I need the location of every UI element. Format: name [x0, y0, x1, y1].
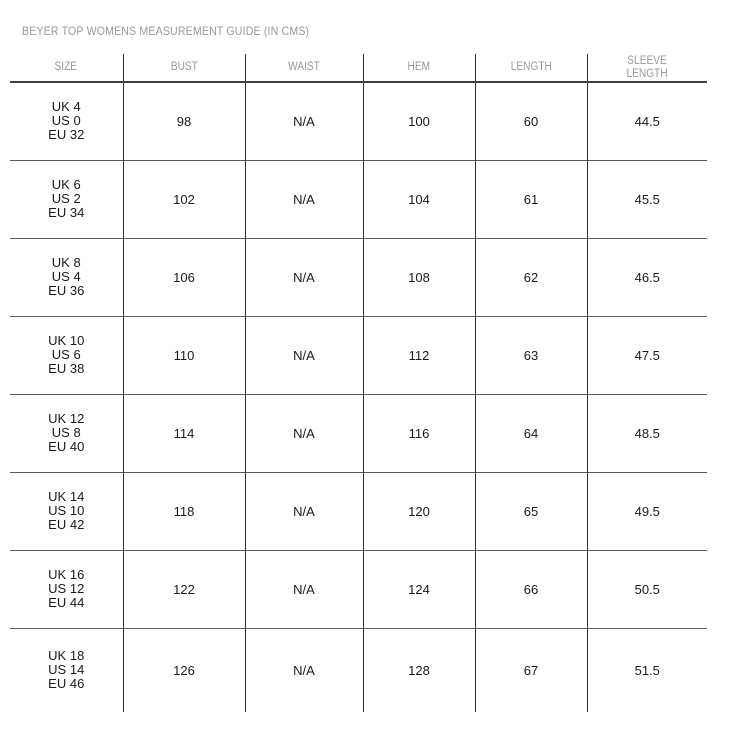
size-eu: EU 42 — [48, 517, 85, 532]
length-cell: 63 — [475, 316, 587, 394]
size-uk: UK 6 — [51, 177, 81, 192]
size-uk: UK 4 — [51, 99, 81, 115]
table-row — [10, 472, 707, 550]
bust-cell: 98 — [123, 82, 245, 160]
size-us: US 0 — [51, 113, 81, 129]
table-row — [10, 238, 707, 316]
measurement-table — [10, 54, 707, 712]
size-cell — [10, 394, 123, 472]
size-cell — [10, 316, 123, 394]
hem-cell: 120 — [363, 472, 475, 550]
sleeve-length-cell: 51.5 — [634, 662, 660, 678]
waist-cell: N/A — [245, 316, 363, 394]
column-header-length — [475, 54, 587, 82]
column-header-label: HEM — [407, 61, 431, 73]
size-cell — [10, 550, 123, 628]
table-row — [10, 628, 707, 712]
table-row — [10, 316, 707, 394]
column-header-label: SLEEVE LENGTH — [626, 54, 668, 80]
hem-cell: 112 — [363, 316, 475, 394]
bust-cell: 126 — [123, 628, 245, 712]
waist-cell: N/A — [245, 628, 363, 712]
sleeve-length-cell: 45.5 — [634, 191, 660, 207]
size-uk: UK 8 — [51, 255, 81, 270]
bust-cell: 118 — [123, 472, 245, 550]
size-eu: EU 46 — [48, 676, 85, 692]
hem-cell: 128 — [363, 628, 475, 712]
bust-cell: 122 — [123, 550, 245, 628]
page-title-text: BEYER TOP WOMENS MEASUREMENT GUIDE (IN CMS) — [22, 24, 310, 38]
size-us: US 2 — [51, 191, 81, 206]
column-header-hem — [363, 54, 475, 82]
sleeve-length-cell: 44.5 — [634, 113, 660, 129]
sleeve-length-cell: 47.5 — [634, 347, 660, 363]
sleeve-length-cell: 49.5 — [634, 503, 660, 519]
waist-cell: N/A — [245, 472, 363, 550]
hem-cell: 104 — [363, 160, 475, 238]
bust-cell: 114 — [123, 394, 245, 472]
size-uk: UK 16 — [48, 567, 85, 582]
length-cell: 67 — [475, 628, 587, 712]
sleeve-length-cell: 50.5 — [634, 581, 660, 597]
sleeve-length-cell: 48.5 — [634, 425, 660, 441]
length-cell: 62 — [475, 238, 587, 316]
size-us: US 6 — [51, 347, 81, 362]
column-header-bust — [123, 54, 245, 82]
sleeve-length-cell: 46.5 — [634, 269, 660, 285]
waist-cell: N/A — [245, 82, 363, 160]
size-uk: UK 18 — [48, 648, 85, 664]
page-title — [22, 24, 731, 38]
size-cell — [10, 472, 123, 550]
size-eu: EU 38 — [48, 361, 85, 376]
column-header-label: LENGTH — [510, 61, 552, 73]
waist-cell: N/A — [245, 550, 363, 628]
header-row — [10, 54, 707, 82]
column-header-label: BUST — [170, 61, 198, 73]
length-cell: 60 — [475, 82, 587, 160]
hem-cell: 124 — [363, 550, 475, 628]
size-eu: EU 36 — [48, 283, 85, 298]
length-cell: 64 — [475, 394, 587, 472]
hem-cell: 116 — [363, 394, 475, 472]
size-us: US 10 — [48, 503, 85, 518]
size-eu: EU 34 — [48, 205, 85, 220]
size-us: US 14 — [48, 662, 85, 678]
length-cell: 65 — [475, 472, 587, 550]
table-row — [10, 550, 707, 628]
size-eu: EU 32 — [48, 127, 85, 143]
column-header-label: SIZE — [55, 61, 78, 73]
size-eu: EU 40 — [48, 439, 85, 454]
waist-cell: N/A — [245, 160, 363, 238]
size-cell — [10, 238, 123, 316]
table-body — [10, 82, 707, 712]
size-us: US 4 — [51, 269, 81, 284]
size-us: US 8 — [51, 425, 81, 440]
column-header-sleeve_length — [587, 54, 707, 82]
column-header-size — [10, 54, 123, 82]
table-row — [10, 394, 707, 472]
length-cell: 66 — [475, 550, 587, 628]
size-uk: UK 12 — [48, 411, 85, 426]
hem-cell: 100 — [363, 82, 475, 160]
size-cell — [10, 160, 123, 238]
size-uk: UK 10 — [48, 333, 85, 348]
bust-cell: 102 — [123, 160, 245, 238]
size-cell — [10, 82, 123, 160]
table-row — [10, 82, 707, 160]
size-cell — [10, 628, 123, 712]
hem-cell: 108 — [363, 238, 475, 316]
column-header-waist — [245, 54, 363, 82]
waist-cell: N/A — [245, 238, 363, 316]
bust-cell: 110 — [123, 316, 245, 394]
size-uk: UK 14 — [48, 489, 85, 504]
length-cell: 61 — [475, 160, 587, 238]
size-us: US 12 — [48, 581, 85, 596]
bust-cell: 106 — [123, 238, 245, 316]
size-eu: EU 44 — [48, 595, 85, 610]
waist-cell: N/A — [245, 394, 363, 472]
table-row — [10, 160, 707, 238]
column-header-label: WAIST — [288, 61, 320, 73]
